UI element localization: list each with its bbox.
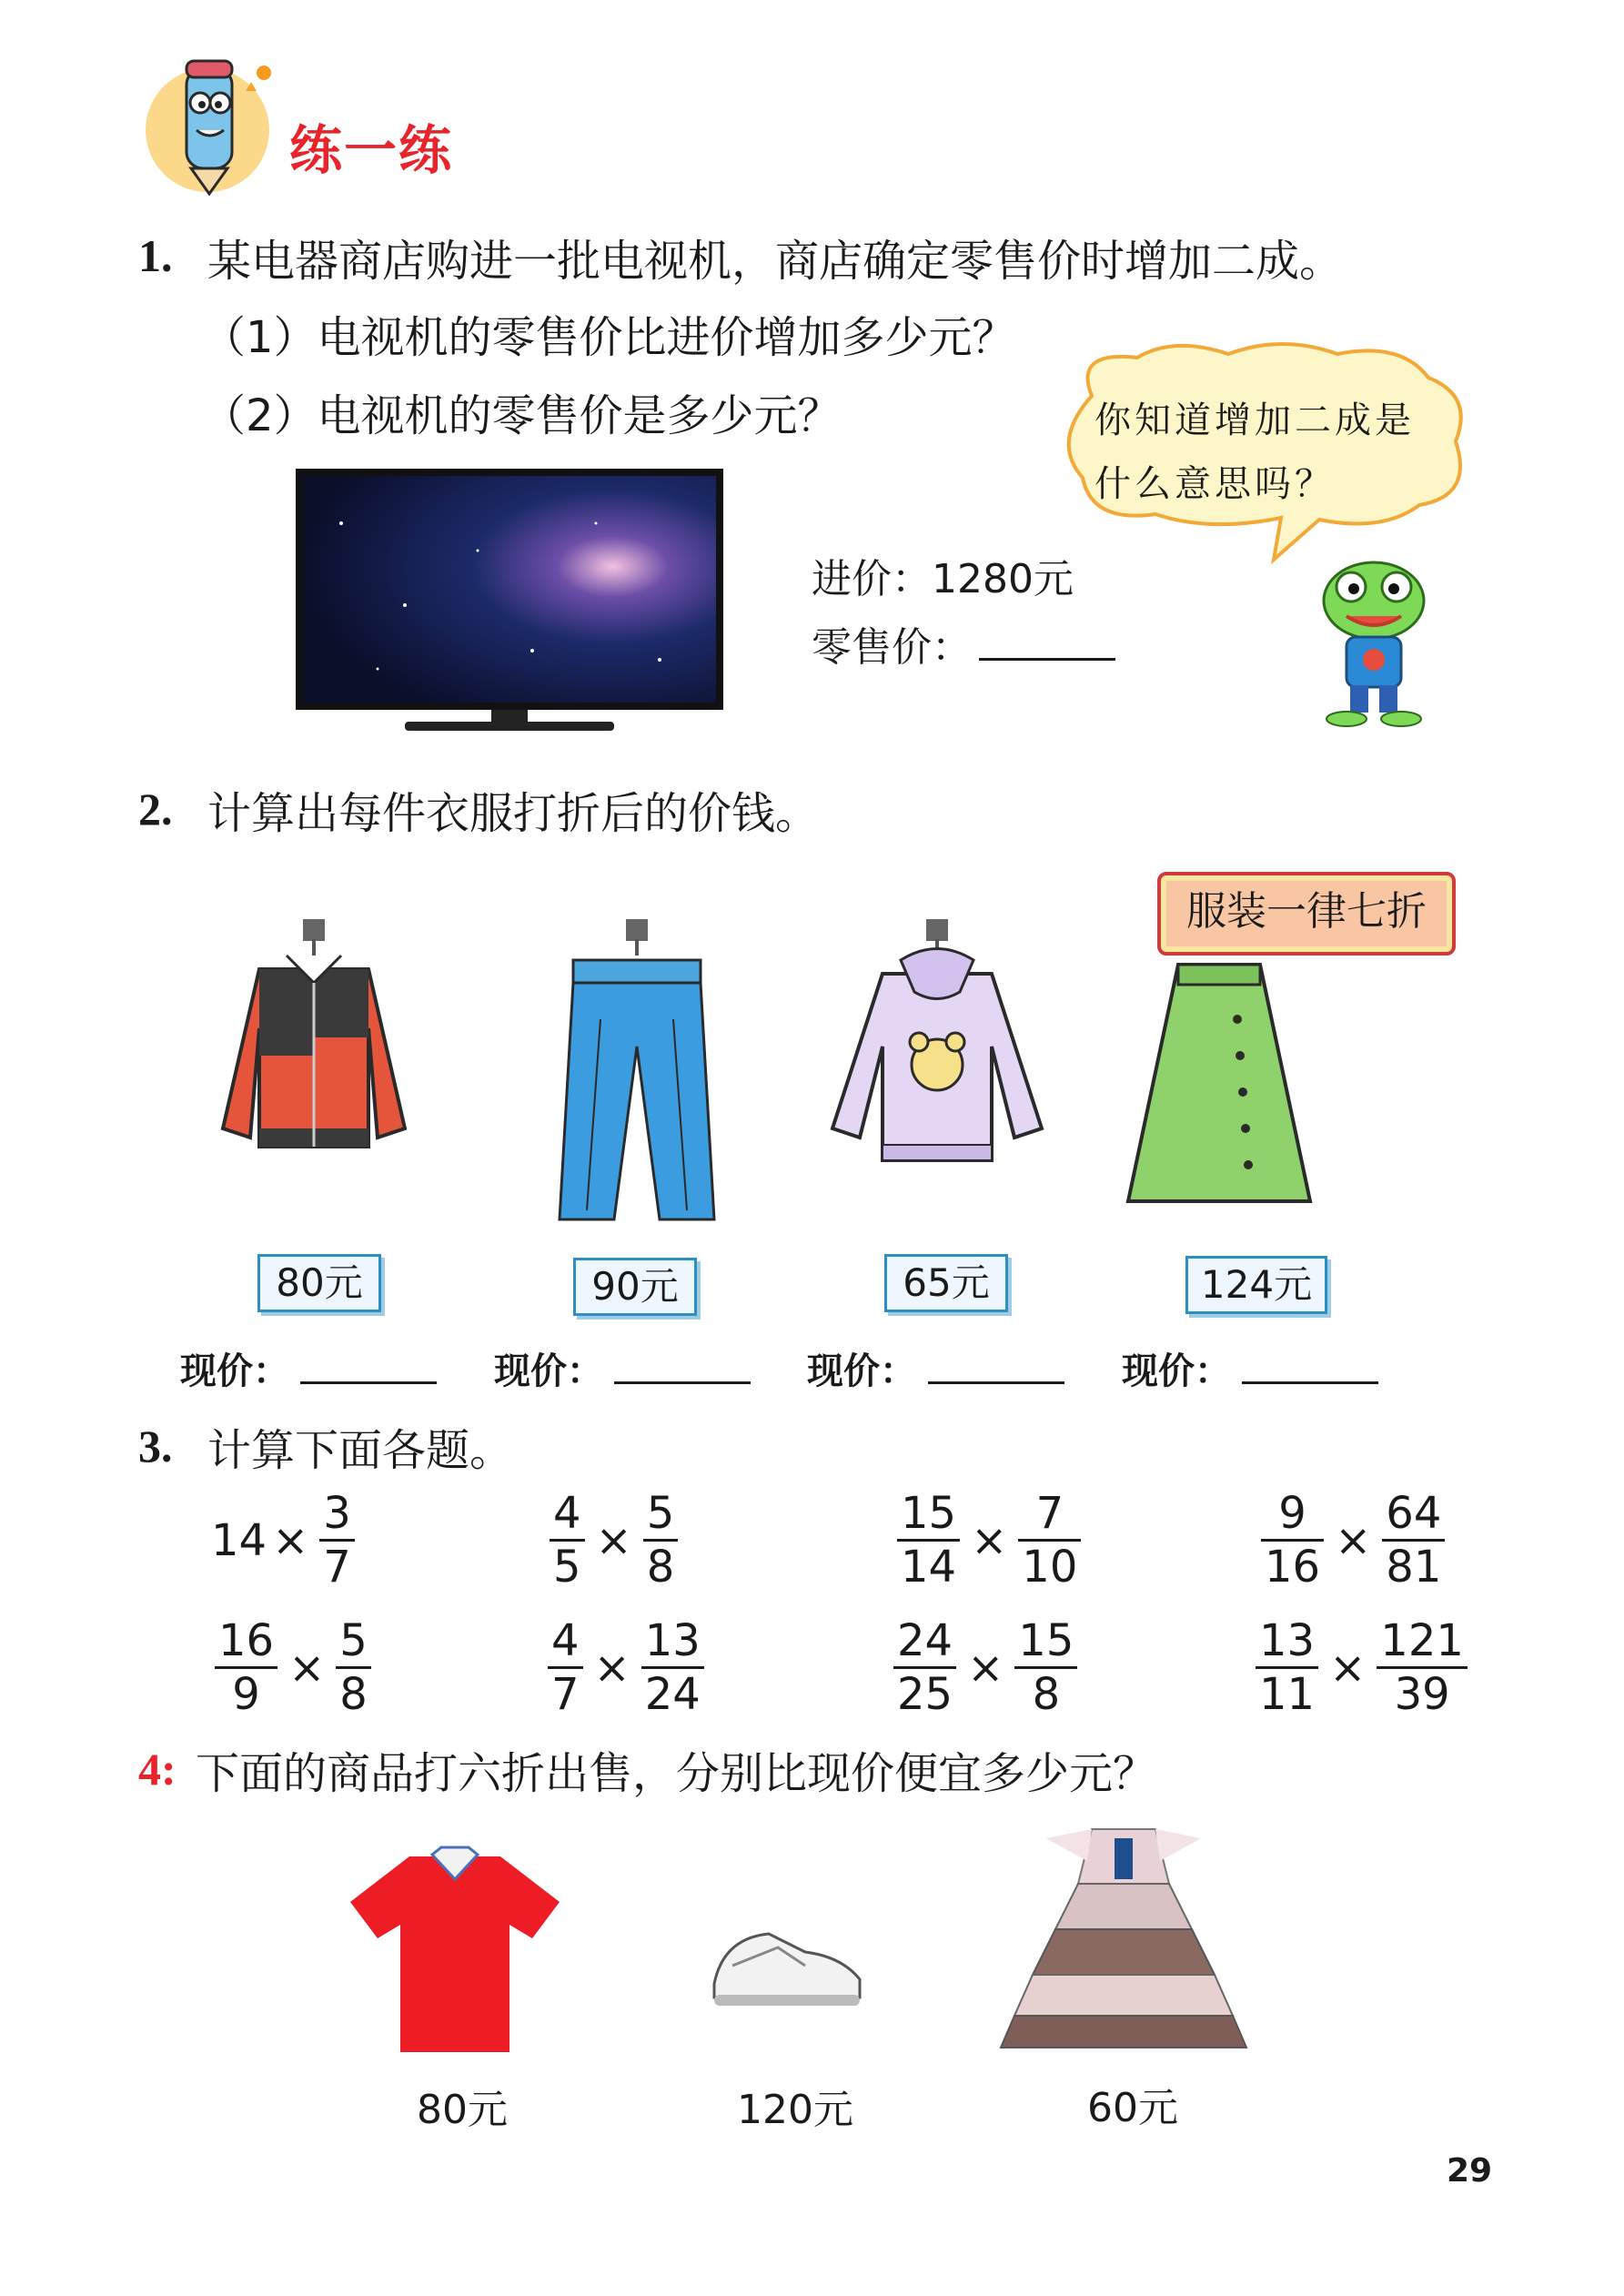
jeans-icon <box>546 919 728 1229</box>
question-4-text: 下面的商品打六折出售，分别比现价便宜多少元？ <box>196 1748 1157 1799</box>
polo-shirt-icon <box>346 1838 564 2057</box>
expression-r1-2 <box>544 1488 683 1593</box>
polo-shirt-price: 80元 <box>417 2087 508 2133</box>
question-2-number: 2. <box>138 784 173 834</box>
expression-r2-3 <box>888 1615 1083 1720</box>
expression-r1-3 <box>892 1488 1086 1593</box>
times-sign: × <box>971 1514 1008 1566</box>
fraction: $\frac{24}{25}$ <box>893 1615 956 1720</box>
question-1-text: 某电器商店购进一批电视机，商店确定零售价时增加二成。 <box>207 236 1344 287</box>
dress-icon <box>992 1820 1256 2057</box>
skirt-now-label: 现价： <box>1122 1350 1231 1392</box>
expression-r2-1 <box>209 1615 377 1720</box>
fraction: $\frac{13}{24}$ <box>641 1615 704 1720</box>
fraction: $\frac{3}{7}$ <box>319 1488 355 1593</box>
jeans-price: 90元 <box>573 1258 697 1316</box>
fraction: $\frac{15}{14}$ <box>897 1488 960 1593</box>
jacket-now-label: 现价： <box>180 1350 289 1392</box>
jacket-price: 80元 <box>257 1254 381 1312</box>
fraction: $\frac{4}{5}$ <box>550 1488 585 1593</box>
fraction: $\frac{7}{10}$ <box>1018 1488 1081 1593</box>
fraction: $\frac{15}{8}$ <box>1014 1615 1077 1720</box>
jeans-now-label: 现价： <box>494 1350 603 1392</box>
section-title: 练一练 <box>289 119 454 181</box>
question-1-sub-1: （1）电视机的零售价比进价增加多少元？ <box>202 312 1016 363</box>
fraction: $\frac{64}{81}$ <box>1382 1488 1445 1593</box>
times-sign: × <box>1329 1642 1367 1694</box>
question-3-number: 3. <box>138 1421 173 1472</box>
retail-price-row <box>812 614 1115 673</box>
sneakers-icon <box>705 1911 869 2020</box>
bubble-line-1: 你知道增加二成是 <box>1094 400 1415 441</box>
fraction: $\frac{16}{9}$ <box>215 1615 277 1720</box>
expression-r2-4 <box>1250 1615 1473 1720</box>
pencil-mascot-icon <box>136 50 282 196</box>
skirt-now-blank[interactable] <box>1242 1381 1378 1384</box>
retail-price-label: 零售价： <box>812 624 972 671</box>
times-sign: × <box>272 1514 309 1566</box>
jacket-icon <box>205 919 423 1165</box>
sneakers-price: 120元 <box>737 2087 853 2133</box>
frog-mascot-icon <box>1310 551 1437 733</box>
times-sign: × <box>288 1642 326 1694</box>
times-sign: × <box>1335 1514 1372 1566</box>
skirt-price: 124元 <box>1185 1256 1327 1314</box>
question-4-number: 4: <box>138 1744 177 1795</box>
expression-r2-2 <box>542 1615 710 1720</box>
expression-r1-4 <box>1256 1488 1450 1593</box>
times-sign: × <box>967 1642 1004 1694</box>
hoodie-icon <box>823 919 1051 1174</box>
hoodie-now-label: 现价： <box>807 1350 916 1392</box>
page-number: 29 <box>1447 2152 1493 2190</box>
jeans-now-blank[interactable] <box>614 1381 751 1384</box>
fraction: $\frac{5}{8}$ <box>643 1488 679 1593</box>
question-1-number: 1. <box>138 230 173 281</box>
whole-number: 14 <box>211 1514 267 1566</box>
retail-price-blank[interactable] <box>979 654 1115 661</box>
bubble-line-2: 什么意思吗？ <box>1094 463 1335 505</box>
fraction: $\frac{4}{7}$ <box>548 1615 583 1720</box>
dress-price: 60元 <box>1087 2085 1178 2131</box>
expression-r1-1 <box>211 1488 360 1593</box>
fraction: $\frac{9}{16}$ <box>1261 1488 1324 1593</box>
fraction: $\frac{5}{8}$ <box>336 1615 371 1720</box>
times-sign: × <box>595 1514 632 1566</box>
cost-price-label: 进价：1280元 <box>812 556 1074 602</box>
times-sign: × <box>593 1642 630 1694</box>
question-2-text: 计算出每件衣服打折后的价钱。 <box>207 788 820 839</box>
television-icon <box>296 469 723 742</box>
hoodie-price: 65元 <box>884 1254 1008 1312</box>
skirt-icon <box>1115 946 1324 1219</box>
jacket-now-blank[interactable] <box>300 1381 437 1384</box>
discount-sign: 服装一律七折 <box>1157 872 1456 956</box>
question-3-text: 计算下面各题。 <box>207 1425 514 1476</box>
question-1-sub-2: （2）电视机的零售价是多少元？ <box>202 390 842 441</box>
hoodie-now-blank[interactable] <box>928 1381 1064 1384</box>
fraction: $\frac{13}{11}$ <box>1256 1615 1318 1720</box>
fraction: $\frac{121}{39}$ <box>1377 1615 1468 1720</box>
